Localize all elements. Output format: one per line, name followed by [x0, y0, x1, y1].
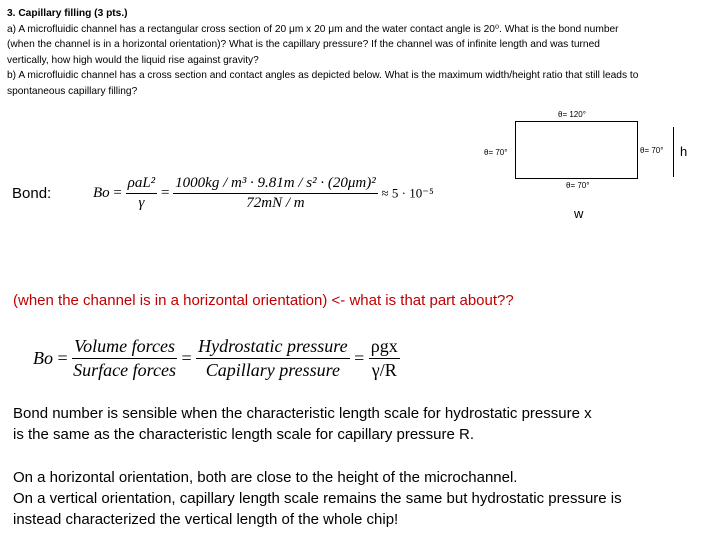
explanation-line: On a vertical orientation, capillary length scale remains the same but hydrostatic pressure is — [13, 490, 622, 507]
explanation-line: instead characterized the vertical length of the whole chip! — [13, 511, 399, 528]
question-title: 3. Capillary filling (3 pts.) — [7, 8, 128, 19]
fraction-denominator: Capillary pressure — [205, 360, 340, 380]
fraction-denominator: γ/R — [371, 360, 397, 380]
fraction-numerator: Volume forces — [72, 336, 177, 359]
note-question: (when the channel is in a horizontal orientation) <- what is that part about?? — [13, 292, 514, 309]
forces-fraction — [72, 336, 177, 381]
explanation-paragraph-2 — [13, 467, 622, 530]
explanation-line: Bond number is sensible when the characteristic length scale for hydrostatic pressure x — [13, 405, 592, 422]
height-label: h — [680, 144, 688, 159]
fraction-numerator: ρgx — [369, 336, 400, 359]
equals-sign: = — [113, 185, 122, 201]
equals-sign: = — [354, 348, 365, 368]
bond-result: ≈ 5 · 10⁻⁵ — [381, 185, 434, 201]
fraction-numerator: Hydrostatic pressure — [196, 336, 349, 359]
left-angle-label: θ= 70° — [484, 148, 508, 157]
height-dimension-line — [673, 127, 674, 177]
fraction-denominator: Surface forces — [73, 360, 176, 380]
explanation-line: is the same as the characteristic length scale for capillary pressure R. — [13, 426, 475, 443]
equals-sign: = — [181, 348, 192, 368]
width-label: w — [574, 206, 584, 221]
question-line: b) A microfluidic channel has a cross section and contact angles as depicted below. What is the maximum width/height ratio that still leads to — [7, 70, 639, 82]
fraction-denominator: γ — [138, 195, 145, 211]
explanation-line: On a horizontal orientation, both are close to the height of the microchannel. — [13, 469, 518, 486]
bond-equation — [93, 175, 434, 212]
symbol-fraction — [369, 336, 400, 381]
bond-fraction-definition — [126, 175, 158, 212]
equals-sign: = — [57, 348, 68, 368]
question-line: (when the channel is in a horizontal orientation)? What is the capillary pressure? If the channel was of infinite length and was turned — [7, 39, 600, 51]
bottom-angle-label: θ= 70° — [566, 181, 590, 190]
pressure-fraction — [196, 336, 349, 381]
question-line: a) A microfluidic channel has a rectangular cross section of 20 μm x 20 μm and the water contact angle is 20⁰. What is the bond number — [7, 23, 619, 35]
channel-diagram — [470, 104, 700, 229]
bond-lhs: Bo — [33, 348, 53, 368]
bond-fraction-values — [173, 175, 378, 212]
explanation-paragraph-1 — [13, 403, 592, 445]
fraction-denominator: 72mN / m — [246, 195, 305, 211]
right-angle-label: θ= 70° — [640, 146, 664, 155]
bond-lhs: Bo — [93, 185, 110, 201]
question-line: spontaneous capillary filling? — [7, 85, 138, 97]
fraction-numerator: 1000kg / m³ · 9.81m / s² · (20μm)² — [173, 175, 378, 194]
fraction-numerator: ρaL² — [126, 175, 158, 194]
question-text — [7, 6, 715, 100]
channel-rectangle — [515, 121, 638, 179]
bond-ratio-equation — [33, 336, 400, 381]
bond-label: Bond: — [12, 185, 52, 202]
top-angle-label: θ= 120° — [558, 110, 586, 119]
question-line: vertically, how high would the liquid rise against gravity? — [7, 54, 259, 66]
equals-sign: = — [160, 185, 170, 201]
